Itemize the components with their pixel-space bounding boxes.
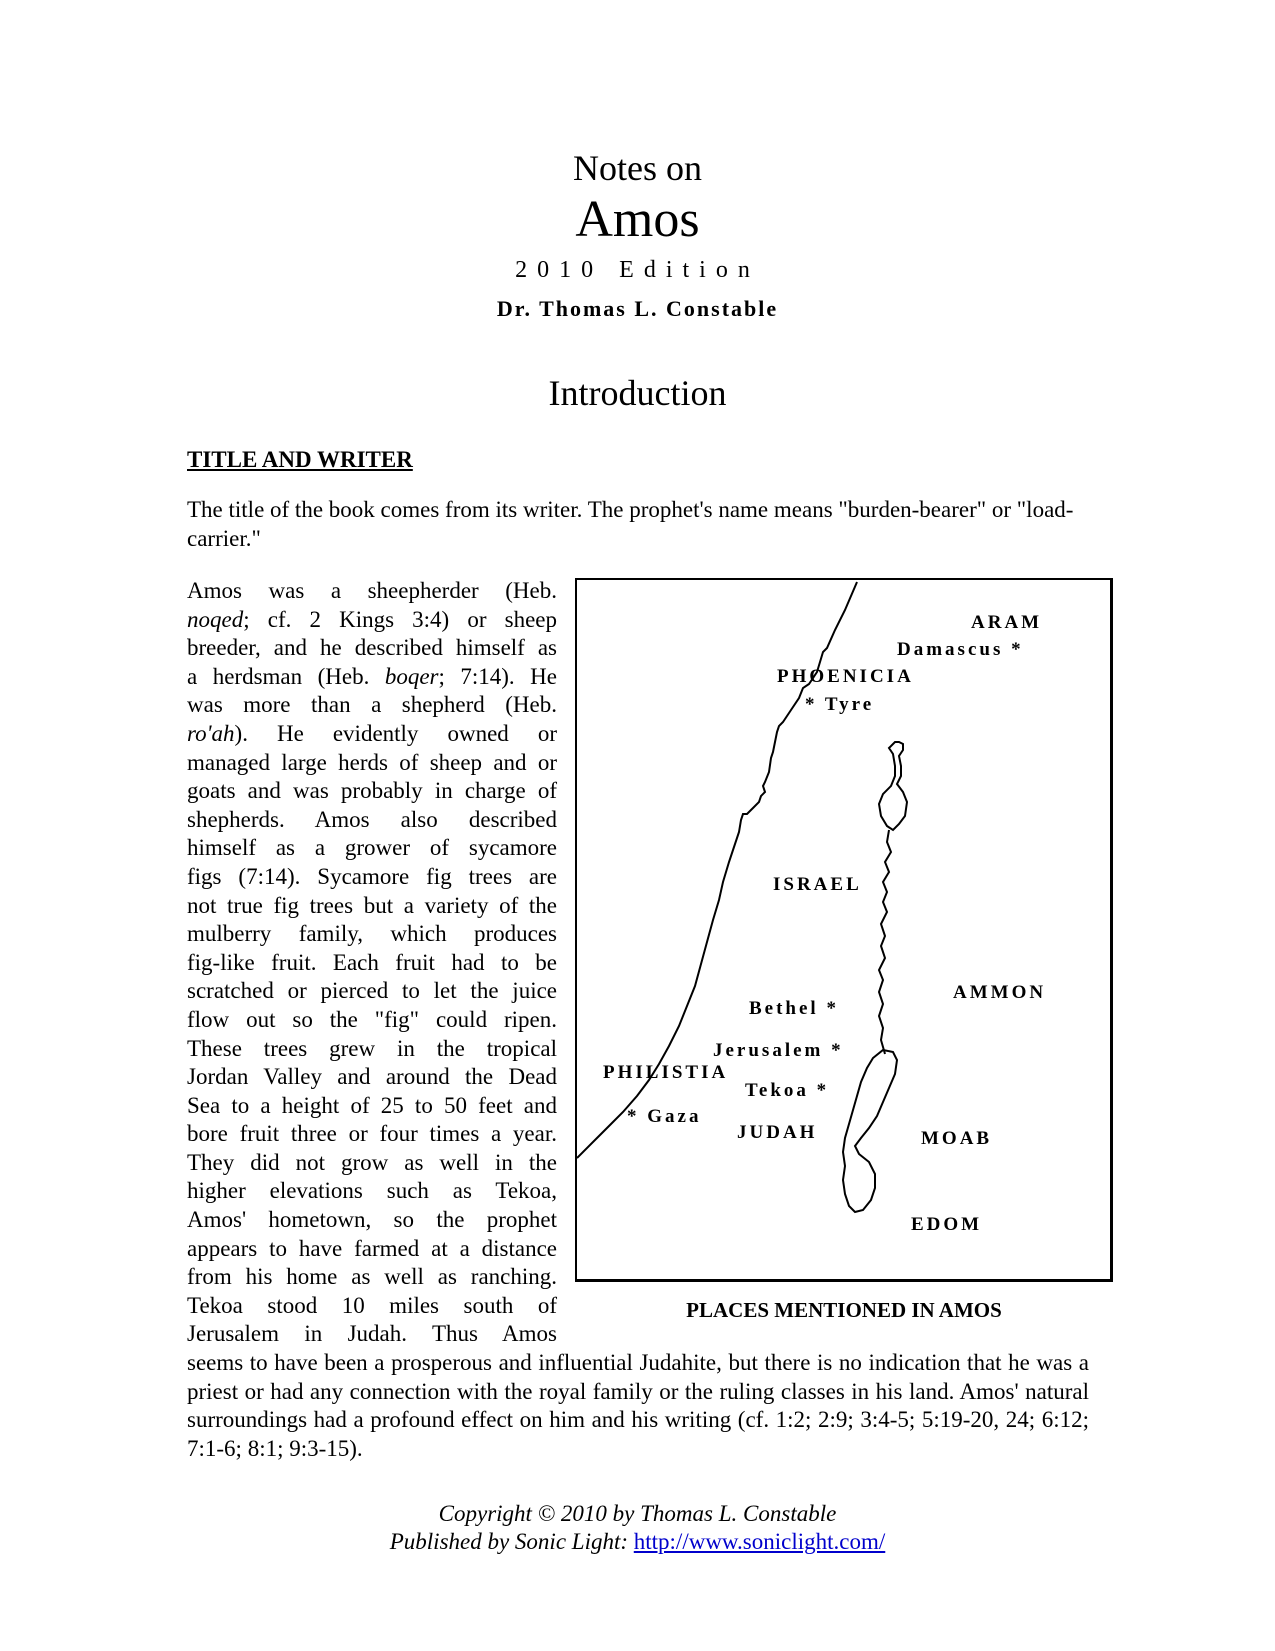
- column-line: managed large herds of sheep and or: [187, 749, 557, 775]
- city-tyre: * Tyre: [805, 694, 875, 715]
- hebrew-term: boqer: [384, 663, 439, 689]
- column-line: These trees grew in the tropical: [187, 1035, 557, 1061]
- places-map: [575, 578, 1113, 1282]
- column-line: was more than a shepherd (Heb.: [187, 692, 557, 718]
- sea-of-galilee: [879, 742, 907, 830]
- column-line: shepherds. Amos also described: [187, 806, 557, 832]
- column-line: Sea to a height of 25 to 50 feet and: [187, 1092, 557, 1118]
- dead-sea: [843, 1050, 897, 1212]
- publisher-line: [0, 1528, 1275, 1556]
- region-israel: ISRAEL: [773, 874, 862, 895]
- column-line: higher elevations such as Tekoa,: [187, 1178, 557, 1204]
- map-drawing: [577, 580, 1113, 1282]
- column-line: appears to have farmed at a distance: [187, 1235, 557, 1261]
- jordan-river: [879, 830, 891, 1054]
- column-line: ro'ah). He evidently owned or: [187, 720, 557, 746]
- publisher-prefix: Published by Sonic Light:: [389, 1529, 634, 1554]
- region-judah: JUDAH: [737, 1122, 818, 1143]
- region-aram: ARAM: [971, 612, 1043, 633]
- notes-on-label: Notes on: [573, 148, 702, 188]
- region-phoenicia: PHOENICIA: [777, 666, 914, 687]
- column-line: noqed; cf. 2 Kings 3:4) or sheep: [187, 606, 557, 632]
- author-name: Dr. Thomas L. Constable: [496, 296, 779, 321]
- column-line: bore fruit three or four times a year.: [187, 1121, 557, 1147]
- column-line: figs (7:14). Sycamore fig trees are: [187, 863, 557, 889]
- map-caption: PLACES MENTIONED IN AMOS: [686, 1298, 1002, 1322]
- book-title: Amos: [575, 191, 700, 248]
- region-ammon: AMMON: [953, 982, 1047, 1003]
- column-line: from his home as well as ranching.: [187, 1264, 557, 1290]
- city-gaza: * Gaza: [627, 1106, 702, 1127]
- city-tekoa: Tekoa *: [745, 1080, 830, 1101]
- column-line: mulberry family, which produces: [187, 921, 557, 947]
- column-line: flow out so the "fig" could ripen.: [187, 1006, 557, 1032]
- column-line: fig-like fruit. Each fruit had to be: [187, 949, 557, 975]
- column-line: Amos' hometown, so the prophet: [187, 1207, 557, 1233]
- column-line: Jerusalem in Judah. Thus Amos: [187, 1321, 557, 1347]
- hebrew-term: ro'ah: [187, 720, 235, 746]
- column-line: a herdsman (Heb. boqer; 7:14). He: [187, 663, 557, 689]
- section-title: Introduction: [548, 373, 727, 413]
- title-paragraph: The title of the book comes from its writer. The prophet's name means "burden-bearer" or "load-carrier.": [187, 497, 1074, 551]
- city-bethel: Bethel *: [749, 998, 839, 1019]
- hebrew-term: noqed: [187, 606, 244, 632]
- column-line: Jordan Valley and around the Dead: [187, 1064, 557, 1090]
- column-paragraph: [187, 577, 557, 1349]
- column-line: Tekoa stood 10 miles south of: [187, 1292, 557, 1318]
- column-line: breeder, and he described himself as: [187, 635, 557, 661]
- city-damascus: Damascus *: [897, 639, 1024, 660]
- copyright-notice: Copyright © 2010 by Thomas L. Constable: [438, 1501, 837, 1526]
- continuation-paragraph: seems to have been a prosperous and influential Judahite, but there is no indication that he was a priest or had any connection with the royal family or the ruling classes in his land. Amos' natural surroundings had a profound effect on him and his writing (cf. 1:2; 2:9; 3:4-5; 5:19-20, 24; 6:12; 7:1-6; 8:1; 9:3-15).: [187, 1350, 1089, 1461]
- column-line: Amos was a sheepherder (Heb.: [187, 578, 557, 603]
- publisher-link[interactable]: http://www.soniclight.com/: [633, 1529, 886, 1554]
- region-edom: EDOM: [911, 1214, 983, 1235]
- column-line: himself as a grower of sycamore: [187, 835, 557, 861]
- region-philistia: PHILISTIA: [603, 1062, 729, 1083]
- column-line: goats and was probably in charge of: [187, 778, 557, 804]
- column-line: not true fig trees but a variety of the: [187, 892, 557, 918]
- column-line: They did not grow as well in the: [187, 1149, 557, 1175]
- column-line: scratched or pierced to let the juice: [187, 978, 557, 1004]
- city-jerusalem: Jerusalem *: [713, 1040, 844, 1061]
- edition-label: 2010 Edition: [515, 257, 760, 283]
- region-moab: MOAB: [921, 1128, 993, 1149]
- subsection-heading: TITLE AND WRITER: [187, 447, 413, 472]
